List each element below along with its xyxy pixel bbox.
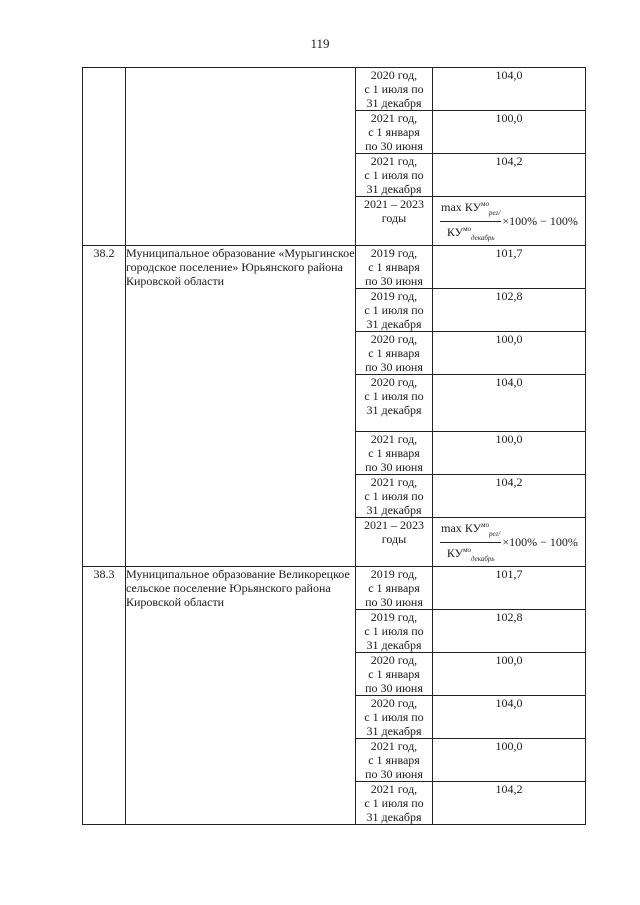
period-line: 2019 год, [370,610,418,624]
period-line: с 1 января [368,667,420,681]
index-value-cell: 101,7 [433,246,586,289]
formula-sub: рег/ [489,209,501,217]
period-line: 2019 год, [370,289,418,303]
municipality-name-cell: Муниципальное образование «Мурыгинское городское поселение» Юрьянского района Кировской области [126,246,356,567]
period-line: 31 декабря [366,638,422,652]
formula-ku: КУ [464,521,482,535]
period-cell [356,197,433,246]
period-cell [356,567,433,610]
row-number-cell: 38.2 [83,246,126,567]
formula-sub: декабрь [471,555,495,563]
index-value-cell: 100,0 [433,111,586,154]
period-line: 31 декабря [366,317,422,331]
period-cell [356,739,433,782]
formula-ku: КУ [464,200,482,214]
formula-ku: КУ [446,546,464,560]
period-line: с 1 июля по [364,624,424,638]
period-line: годы [381,211,407,225]
period-cell [356,432,433,475]
period-line: годы [381,532,407,546]
formula-max: max [441,521,462,535]
municipality-name-cell: Муниципальное образование Великорецкое сельское поселение Юрьянского района Кировской области [126,567,356,825]
table-row [83,68,586,111]
period-cell [356,475,433,518]
period-line: 31 декабря [366,810,422,824]
period-line: по 30 июня [365,274,423,288]
index-value-cell: 100,0 [433,653,586,696]
index-value-cell: 100,0 [433,739,586,782]
tariff-table-body [83,68,586,825]
index-value-cell: 101,7 [433,567,586,610]
period-line: с 1 июля по [364,168,424,182]
formula-cell [433,518,586,567]
period-line: с 1 января [368,581,420,595]
period-line: 2020 год, [370,653,418,667]
period-line: 2020 год, [370,332,418,346]
index-value-cell: 104,2 [433,475,586,518]
period-cell [356,246,433,289]
period-cell [356,782,433,825]
period-cell [356,610,433,653]
index-value-cell: 104,2 [433,154,586,197]
index-value-cell: 100,0 [433,332,586,375]
index-value-cell: 104,2 [433,782,586,825]
period-line: 2021 – 2023 [364,518,424,532]
period-cell [356,518,433,567]
formula-max: max [441,200,462,214]
period-line: 2021 год, [370,739,418,753]
index-value-cell: 102,8 [433,610,586,653]
tariff-table [82,67,586,825]
period-line: 2021 год, [370,475,418,489]
period-line: 2020 год, [370,375,418,389]
period-line: 31 декабря [366,724,422,738]
period-line: 2021 год, [370,782,418,796]
table-row [83,567,586,610]
period-line: по 30 июня [365,767,423,781]
period-line: по 30 июня [365,681,423,695]
period-cell [356,289,433,332]
period-line: с 1 января [368,125,420,139]
period-line: с 1 июля по [364,82,424,96]
formula-sup: мо [481,521,490,529]
period-line: 31 декабря [366,182,422,196]
period-line: 2021 год, [370,432,418,446]
formula-numerator [440,518,501,543]
formula-numerator [440,197,501,222]
formula-rest: ×100% − 100% [502,214,578,228]
period-line: 2021 год, [370,111,418,125]
formula-sub: рег/ [489,530,501,538]
period-line: 31 декабря [366,503,422,517]
index-value-cell: 100,0 [433,432,586,475]
index-value-cell: 104,0 [433,68,586,111]
period-line: 2020 год, [370,68,418,82]
period-line: по 30 июня [365,595,423,609]
period-line: 2021 год, [370,154,418,168]
index-formula [440,518,578,566]
period-cell [356,332,433,375]
period-cell [356,68,433,111]
index-value-cell: 104,0 [433,696,586,739]
period-cell [356,111,433,154]
formula-denominator [446,543,496,566]
period-line: 31 декабря [366,96,422,110]
municipality-name-cell [126,68,356,246]
period-line: по 30 июня [365,360,423,374]
period-line: по 30 июня [365,460,423,474]
period-line: с 1 января [368,446,420,460]
period-line: с 1 июля по [364,710,424,724]
index-formula [440,197,578,245]
period-cell [356,375,433,432]
formula-sup: мо [481,200,490,208]
period-line: с 1 января [368,753,420,767]
formula-fraction [440,518,501,566]
period-cell [356,154,433,197]
period-line: с 1 июля по [364,489,424,503]
row-number-cell [83,68,126,246]
period-line: с 1 июля по [364,303,424,317]
period-line: 2021 – 2023 [364,197,424,211]
period-line: с 1 июля по [364,389,424,403]
formula-denominator [446,222,496,245]
period-line: 2020 год, [370,696,418,710]
index-value-cell: 104,0 [433,375,586,432]
formula-fraction [440,197,501,245]
period-line: с 1 января [368,346,420,360]
formula-cell [433,197,586,246]
period-line: 2019 год, [370,246,418,260]
period-line: с 1 июля по [364,796,424,810]
page-number: 119 [310,36,330,51]
table-row [83,246,586,289]
formula-sup: мо [463,225,472,233]
formula-rest: ×100% − 100% [502,535,578,549]
period-line: 31 декабря [366,403,422,417]
period-cell [356,696,433,739]
formula-sub: декабрь [471,234,495,242]
index-value-cell: 102,8 [433,289,586,332]
period-line: 2019 год, [370,567,418,581]
period-line: по 30 июня [365,139,423,153]
row-number-cell: 38.3 [83,567,126,825]
period-line: с 1 января [368,260,420,274]
period-cell [356,653,433,696]
formula-ku: КУ [446,225,464,239]
formula-sup: мо [463,546,472,554]
